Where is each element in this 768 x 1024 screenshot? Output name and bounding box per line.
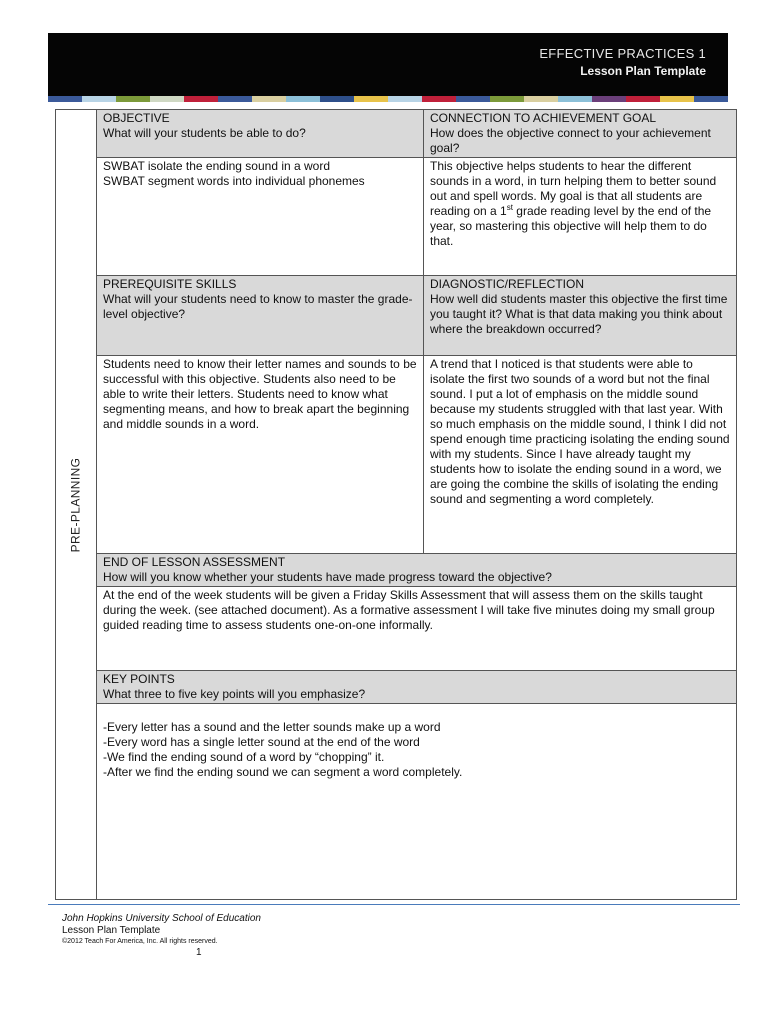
prerequisite-answer: Students need to know their letter names and sounds to be successful with this objective. Students also need to be able to write their letters. Students need to know what segmenting means, and how to break apart the beginning and middle sounds in a word. [97, 356, 424, 554]
objective-answer [97, 158, 424, 276]
stripe-segment [354, 96, 388, 102]
key-point-item: -Every letter has a sound and the letter sounds make up a word [103, 720, 441, 734]
document-header [48, 33, 728, 96]
footer-rule [48, 904, 740, 905]
assessment-title: END OF LESSON ASSESSMENT [103, 555, 286, 569]
page-footer [62, 913, 261, 959]
assessment-header [97, 554, 737, 587]
assessment-answer: At the end of the week students will be given a Friday Skills Assessment that will assess them on the skills taught during the week. (see attached document). As a formative assessment I will take five minutes doing my small group guided reading time to assess students one-on-one informally. [97, 587, 737, 671]
diagnostic-question: How well did students master this objective the first time you taught it? What is that data making you think about where the breakdown occurred? [430, 292, 728, 336]
objective-question: What will your students be able to do? [103, 126, 306, 140]
stripe-segment [524, 96, 558, 102]
key-point-item: -After we find the ending sound we can segment a word completely. [103, 765, 463, 779]
stripe-segment [422, 96, 456, 102]
key-points-header [97, 671, 737, 704]
stripe-segment [252, 96, 286, 102]
connection-header [424, 110, 737, 158]
stripe-segment [320, 96, 354, 102]
connection-answer-sup: st [506, 203, 513, 212]
diagnostic-header [424, 276, 737, 356]
stripe-segment [456, 96, 490, 102]
prerequisite-header [97, 276, 424, 356]
key-point-item: -We find the ending sound of a word by “chopping” it. [103, 750, 385, 764]
stripe-segment [116, 96, 150, 102]
key-points-answer [97, 704, 737, 900]
diagnostic-answer: A trend that I noticed is that students were able to isolate the first two sounds of a word but not the final sound. I put a lot of emphasis on the middle sound because my students struggled with that last year. With so much emphasis on the middle sound, I think I did not spend enough time practicing isolating the ending sound with my students. Since I have already taught my students how to isolate the ending sound in a word, we are going the combine the skills of isolating the ending sound and segmenting a word completely. [424, 356, 737, 554]
connection-title: CONNECTION TO ACHIEVEMENT GOAL [430, 111, 657, 125]
side-label-preplanning: PRE-PLANNING [68, 457, 83, 552]
prerequisite-question: What will your students need to know to master the grade-level objective? [103, 292, 413, 321]
stripe-segment [184, 96, 218, 102]
diagnostic-title: DIAGNOSTIC/REFLECTION [430, 277, 585, 291]
lesson-plan-table [55, 109, 737, 900]
objective-header [97, 110, 424, 158]
footer-school: John Hopkins University School of Education [62, 913, 261, 924]
page-number: 1 [196, 947, 202, 958]
header-title: EFFECTIVE PRACTICES 1 [539, 46, 706, 61]
stripe-segment [490, 96, 524, 102]
stripe-segment [660, 96, 694, 102]
stripe-segment [218, 96, 252, 102]
side-column [56, 110, 97, 900]
objective-line: SWBAT segment words into individual phonemes [103, 174, 365, 188]
footer-template: Lesson Plan Template [62, 925, 161, 936]
stripe-segment [626, 96, 660, 102]
objective-line: SWBAT isolate the ending sound in a word [103, 159, 331, 173]
stripe-segment [388, 96, 422, 102]
stripe-segment [592, 96, 626, 102]
stripe-segment [286, 96, 320, 102]
assessment-question: How will you know whether your students have made progress toward the objective? [103, 570, 552, 584]
connection-answer-text-end: grade reading level by the end of the year, so mastering this objective will help them to do that. [430, 204, 712, 248]
header-subtitle: Lesson Plan Template [580, 64, 706, 78]
stripe-segment [82, 96, 116, 102]
connection-answer-text: This objective helps students to hear the different sounds in a word, in turn helping them to better sound out and spell words. My goal is that all students are reading on a 1 [430, 159, 717, 218]
stripe-segment [48, 96, 82, 102]
key-points-title: KEY POINTS [103, 672, 175, 686]
stripe-segment [558, 96, 592, 102]
objective-title: OBJECTIVE [103, 111, 170, 125]
footer-copyright: ©2012 Teach For America, Inc. All rights reserved. [62, 938, 218, 945]
prerequisite-title: PREREQUISITE SKILLS [103, 277, 237, 291]
color-stripe [48, 96, 728, 102]
connection-question: How does the objective connect to your achievement goal? [430, 126, 711, 155]
connection-answer [424, 158, 737, 276]
key-point-item: -Every word has a single letter sound at the end of the word [103, 735, 420, 749]
stripe-segment [150, 96, 184, 102]
key-points-question: What three to five key points will you emphasize? [103, 687, 366, 701]
stripe-segment [694, 96, 728, 102]
